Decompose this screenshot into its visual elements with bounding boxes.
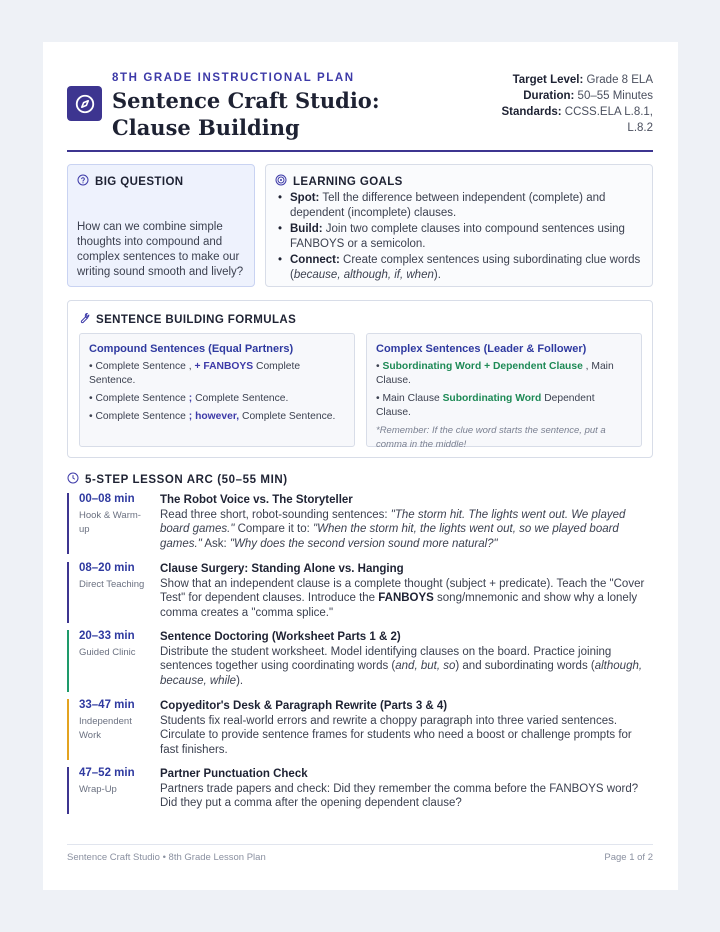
step-label: Hook & Warm-up xyxy=(79,510,141,535)
header-divider xyxy=(67,150,653,152)
big-question-heading: BIG QUESTION xyxy=(95,175,184,188)
step-label: Wrap-Up xyxy=(79,784,117,795)
step-title: Copyeditor's Desk & Paragraph Rewrite (Parts 3 & 4) xyxy=(160,700,448,712)
step-title: The Robot Voice vs. The Storyteller xyxy=(160,494,353,506)
step-title: Partner Punctuation Check xyxy=(160,768,308,780)
formula-line: • Subordinating Word + Dependent Clause , Main Clause. xyxy=(376,361,614,386)
learning-goals-heading: LEARNING GOALS xyxy=(293,175,403,188)
lesson-step xyxy=(67,493,653,554)
big-question-text: How can we combine simple thoughts into compound and complex sentences to make our writing sound smooth and lively? xyxy=(77,221,244,278)
learning-goals-card xyxy=(265,164,653,287)
step-body: Sentence Doctoring (Worksheet Parts 1 & 2) Distribute the student worksheet. Model identifying clauses on the board. Practice joining sentences together using coordinating words (and, but, so) and subordinating words (although, because, while). xyxy=(160,630,653,688)
compound-title: Compound Sentences (Equal Partners) xyxy=(89,343,294,355)
header xyxy=(67,42,653,152)
formula-line: • Complete Sentence ; Complete Sentence. xyxy=(89,393,289,404)
lesson-plan-page xyxy=(43,42,678,890)
step-body: Clause Surgery: Standing Alone vs. Hanging Show that an independent clause is a complete thought (subject + predicate). Teach the "Cover Test" for dependent clauses. Introduce the FANBOYS song/mnemonic and show why a lonely comma creates a "comma splice." xyxy=(160,562,653,620)
step-time: 00–08 min xyxy=(79,493,135,505)
lesson-step xyxy=(67,699,653,760)
lesson-step xyxy=(67,767,653,814)
list-item: • Connect: Create complex sentences using subordinating clue words (because, although, if, when). xyxy=(276,253,646,282)
question-icon xyxy=(77,174,89,189)
step-time: 47–52 min xyxy=(79,767,135,779)
step-body: Partner Punctuation Check Partners trade papers and check: Did they remember the comma before the FANBOYS word? Did they put a comma after the opening dependent clause? xyxy=(160,767,653,811)
lesson-step xyxy=(67,562,653,623)
step-label: Direct Teaching xyxy=(79,579,145,590)
clock-icon xyxy=(67,472,79,487)
formula-line: • Main Clause Subordinating Word Dependent Clause. xyxy=(376,393,595,418)
formulas-heading: SENTENCE BUILDING FORMULAS xyxy=(96,313,297,326)
page-title: Sentence Craft Studio: Clause Building xyxy=(112,88,380,140)
step-bar xyxy=(67,767,69,814)
list-item: • Build: Join two complete clauses into compound sentences using FANBOYS or a semicolon. xyxy=(276,222,646,251)
step-label: Independent Work xyxy=(79,716,132,741)
footer xyxy=(67,852,653,863)
wrench-icon xyxy=(78,312,90,327)
footer-left: Sentence Craft Studio • 8th Grade Lesson Plan xyxy=(67,852,266,863)
step-title: Clause Surgery: Standing Alone vs. Hanging xyxy=(160,563,404,575)
step-bar xyxy=(67,630,69,692)
step-time: 20–33 min xyxy=(79,630,135,642)
learning-goals-list xyxy=(276,191,646,284)
complex-title: Complex Sentences (Leader & Follower) xyxy=(376,343,587,355)
complex-formula-box xyxy=(366,333,642,450)
step-body: Copyeditor's Desk & Paragraph Rewrite (Parts 3 & 4) Students fix real-world errors and rewrite a choppy paragraph into three varied sentences. Circulate to provide sentence frames for students who need a boost or challenge prompts for fast finishers. xyxy=(160,699,653,757)
step-label: Guided Clinic xyxy=(79,647,136,658)
step-time: 33–47 min xyxy=(79,699,135,711)
target-icon xyxy=(275,174,287,189)
step-title: Sentence Doctoring (Worksheet Parts 1 & 2) xyxy=(160,631,401,643)
list-item: • Spot: Tell the difference between independent (complete) and dependent (incomplete) clauses. xyxy=(276,191,646,220)
footer-divider xyxy=(67,844,653,845)
compound-formula-box xyxy=(79,333,355,447)
compass-icon xyxy=(67,86,102,121)
step-bar xyxy=(67,493,69,554)
step-time: 08–20 min xyxy=(79,562,135,574)
plan-kicker: 8TH GRADE INSTRUCTIONAL PLAN xyxy=(112,72,355,84)
plan-meta: Target Level: Grade 8 ELA Duration: 50–55 Minutes Standards: CCSS.ELA L.8.1, L.8.2 xyxy=(501,74,653,134)
formulas-card xyxy=(67,300,653,458)
formula-line: • Complete Sentence ; however, Complete Sentence. xyxy=(89,411,336,422)
step-body: The Robot Voice vs. The Storyteller Read three short, robot-sounding sentences: "The storm hit. The lights went out. We played board games." Compare it to: "When the storm hit, the lights went out, so we played board games." Ask: "Why does the second version sound more natural?" xyxy=(160,493,653,551)
step-bar xyxy=(67,699,69,760)
page-number: Page 1 of 2 xyxy=(604,852,653,863)
lesson-arc-heading: 5-STEP LESSON ARC (50–55 MIN) xyxy=(67,472,288,487)
step-bar xyxy=(67,562,69,623)
big-question-card xyxy=(67,164,255,287)
formula-line: • Complete Sentence , + FANBOYS Complete Sentence. xyxy=(89,361,301,386)
formula-note: *Remember: If the clue word starts the sentence, put a comma in the middle! xyxy=(376,425,606,450)
lesson-step xyxy=(67,630,653,692)
